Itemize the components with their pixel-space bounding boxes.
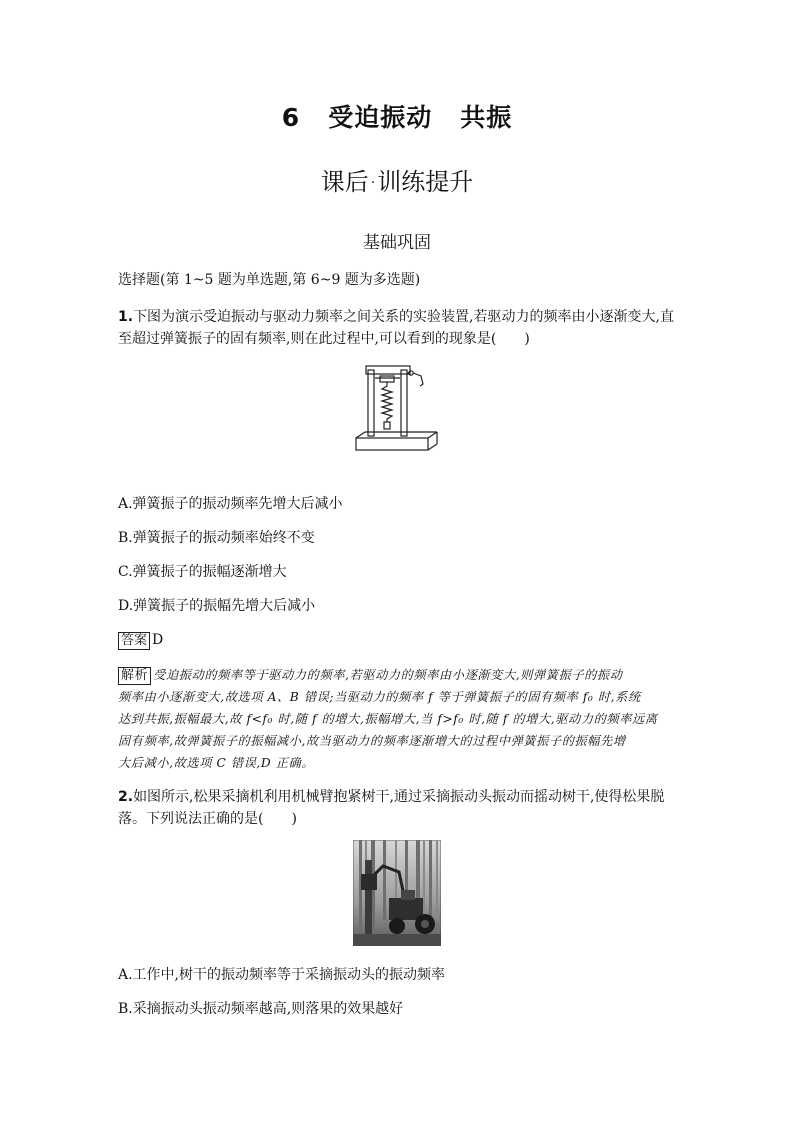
forced-vibration-apparatus-figure xyxy=(353,362,441,454)
q1-option-b: B.弹簧振子的振动频率始终不变 xyxy=(118,530,315,546)
q1-line1 xyxy=(118,307,674,327)
pine-cone-harvester-photo xyxy=(353,840,441,946)
q2-line1 xyxy=(118,787,664,807)
analysis-line xyxy=(118,664,678,686)
q2-option-a: A.工作中,树干的振动频率等于采摘振动头的振动频率 xyxy=(118,967,446,983)
page-subtitle xyxy=(0,162,794,197)
subtitle-part1: 课后 xyxy=(320,168,369,196)
subtitle-dot: · xyxy=(370,175,376,191)
analysis-line-2: 频率由小逐渐变大,故选项 A、B 错误;当驱动力的频率 f 等于弹簧振子的固有频率 f₀ 时,系统 xyxy=(118,690,641,704)
analysis-line-5: 大后减小,故选项 C 错误,D 正确。 xyxy=(118,756,315,770)
q1-option-c: C.弹簧振子的振幅逐渐增大 xyxy=(118,564,287,580)
weight-block xyxy=(384,422,390,429)
question-intro: 选择题(第 1~5 题为单选题,第 6~9 题为多选题) xyxy=(118,272,421,288)
answer-value: D xyxy=(152,632,164,648)
q2-line2: 落。下列说法正确的是( ) xyxy=(118,811,297,827)
analysis-line-1: 受迫振动的频率等于驱动力的频率,若驱动力的频率由小逐渐变大,则弹簧振子的振动 xyxy=(153,668,623,682)
q1-option-a: A.弹簧振子的振动频率先增大后减小 xyxy=(118,496,343,512)
q1-line1-text: 下图为演示受迫振动与驱动力频率之间关系的实验装置,若驱动力的频率由小逐渐变大,直 xyxy=(133,309,674,325)
lesson-title-text2: 共振 xyxy=(460,103,513,132)
analysis-line-3: 达到共振,振幅最大,故 f<f₀ 时,随 f 的增大,振幅增大,当 f>f₀ 时,随 f 的增大,驱动力的频率远离 xyxy=(118,712,658,726)
q1-line2: 至超过弹簧振子的固有频率,则在此过程中,可以看到的现象是( ) xyxy=(118,331,530,347)
q1-answer xyxy=(118,630,163,650)
answer-label: 答案 xyxy=(118,632,150,650)
analysis-label: 解析 xyxy=(118,667,151,685)
q2-line1-text: 如图所示,松果采摘机利用机械臂抱紧树干,通过采摘振动头振动而摇动树干,使得松果脱 xyxy=(133,789,665,805)
q1-analysis xyxy=(118,664,678,774)
analysis-line-4: 固有频率,故弹簧振子的振幅减小,故当驱动力的频率逐渐增大的过程中弹簧振子的振幅先增 xyxy=(118,734,626,748)
lesson-title xyxy=(0,98,794,134)
q2-number: 2. xyxy=(118,789,134,805)
spring-shape xyxy=(382,382,392,422)
q1-option-d: D.弹簧振子的振幅先增大后减小 xyxy=(118,598,316,614)
q2-option-b: B.采摘振动头振动频率越高,则落果的效果越好 xyxy=(118,1001,404,1017)
apparatus-base xyxy=(356,438,428,450)
lesson-number: 6 xyxy=(281,103,301,132)
subtitle-part2: 训练提升 xyxy=(377,168,474,196)
section-heading: 基础巩固 xyxy=(363,233,431,253)
lesson-title-text: 受迫振动 xyxy=(328,103,433,132)
q1-number: 1. xyxy=(118,309,134,325)
